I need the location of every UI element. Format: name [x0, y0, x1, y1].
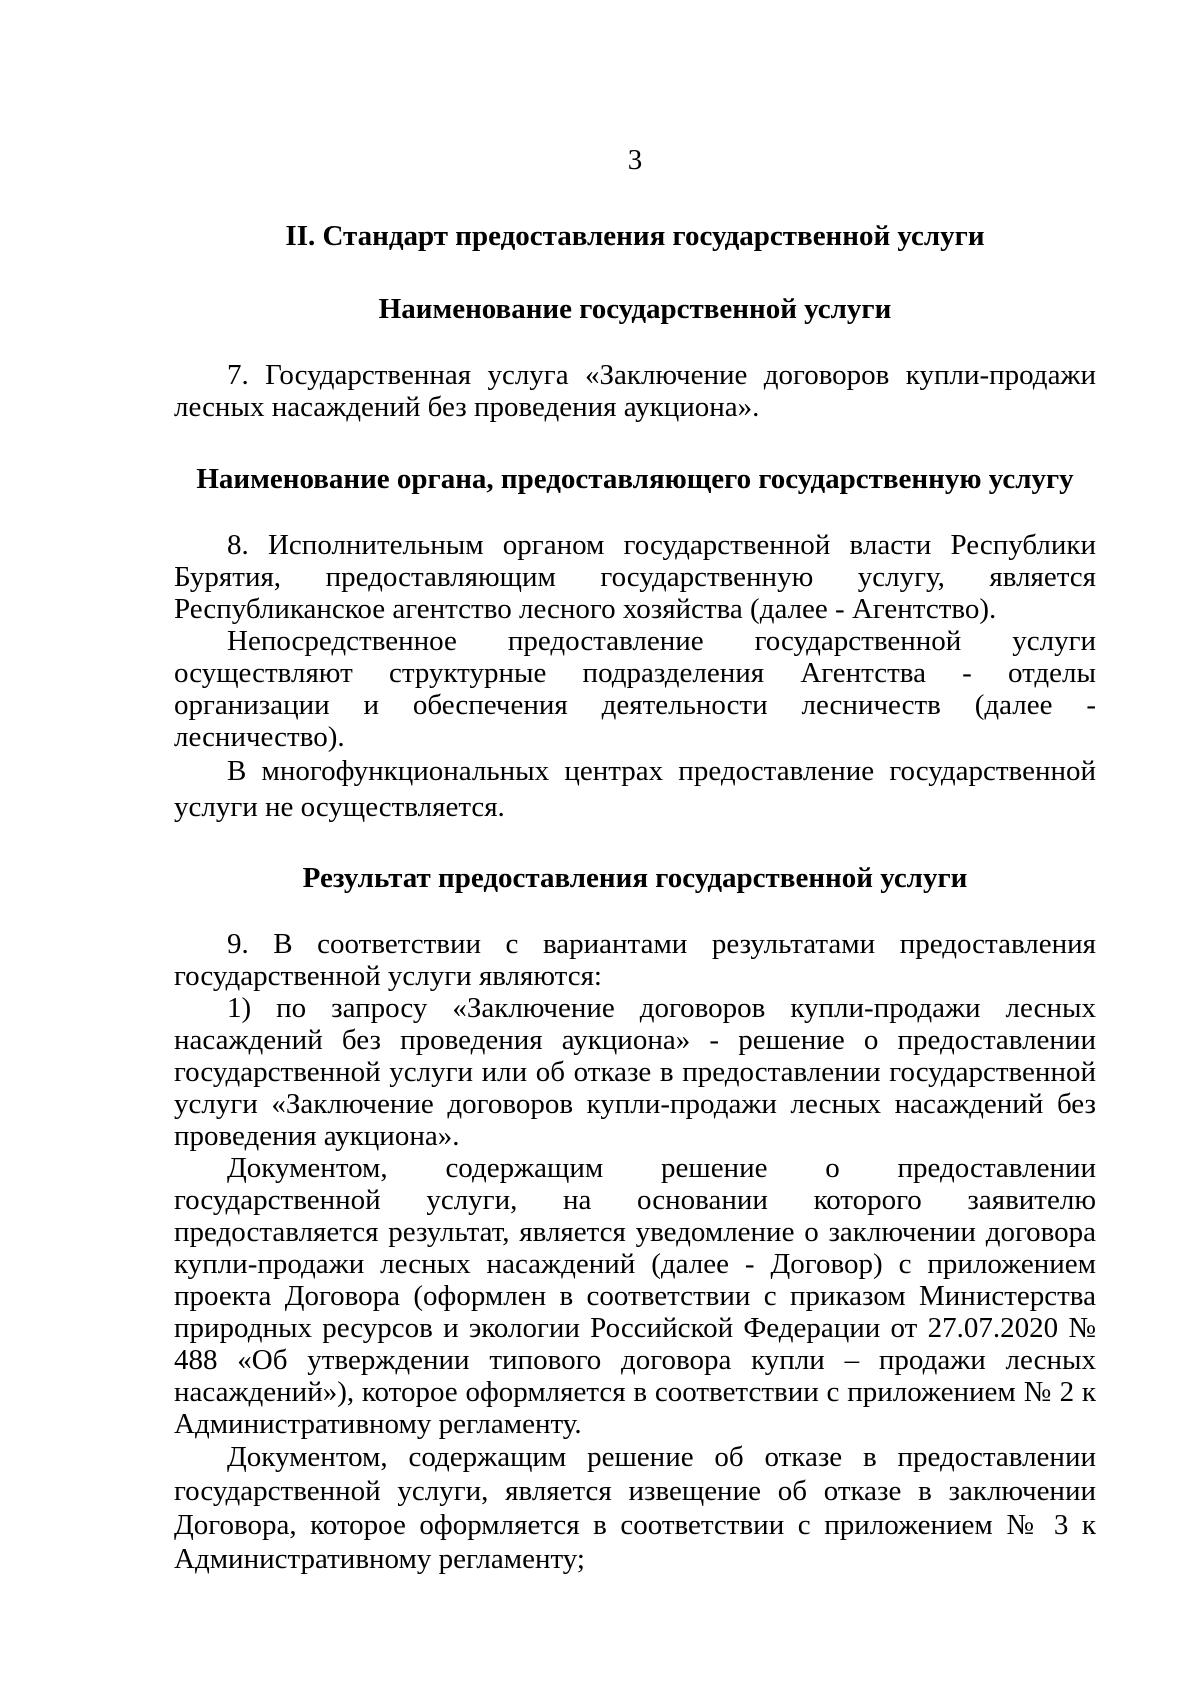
paragraph-9: 9. В соответствии с вариантами результатами предоставления государственной услуги являются:	[174, 928, 1096, 992]
paragraph-9-refusal-decision: Документом, содержащим решение об отказе в предоставлении государственной услуги, является извещение об отказе в заключении Договора, которое оформляется в соответствии с приложением № 3 к Административному регламенту;	[174, 1441, 1096, 1575]
heading-service-name: Наименование государственной услуги	[378, 293, 892, 325]
paragraph-8-mfc: В многофункциональных центрах предоставление государственной услуги не осуществляется.	[174, 755, 1096, 823]
section-title: II. Стандарт предоставления государственной услуги	[285, 220, 985, 252]
paragraph-9-item-1: 1) по запросу «Заключение договоров купли-продажи лесных насаждений без проведения аукциона» - решение о предоставлении государственной услуги или об отказе в предоставлении государственной услуги «Заключение договоров купли-продажи лесных насаждений без проведения аукциона».	[174, 992, 1096, 1152]
paragraph-8-direct-provision: Непосредственное предоставление государственной услуги осуществляют структурные подразделения Агентства - отделы организации и обеспечения деятельности лесничеств (далее - лесничество).	[174, 625, 1096, 753]
paragraph-7: 7. Государственная услуга «Заключение договоров купли-продажи лесных насаждений без проведения аукциона».	[174, 359, 1096, 423]
paragraph-8: 8. Исполнительным органом государственной власти Республики Бурятия, предоставляющим государственную услугу, является Республиканское агентство лесного хозяйства (далее - Агентство).	[174, 529, 1096, 625]
document-page	[174, 140, 1096, 1576]
paragraph-9-positive-decision: Документом, содержащим решение о предоставлении государственной услуги, на основании которого заявителю предоставляется результат, является уведомление о заключении договора купли-продажи лесных насаждений (далее - Договор) с приложением проекта Договора (оформлен в соответствии с приказом Министерства природных ресурсов и экологии Российской Федерации от 27.07.2020 № 488 «Об утверждении типового договора купли – продажи лесных насаждений»), которое оформляется в соответствии с приложением № 2 к Административному регламенту.	[174, 1152, 1096, 1440]
heading-result: Результат предоставления государственной услуги	[302, 862, 968, 894]
heading-authority: Наименование органа, предоставляющего государственную услугу	[196, 463, 1074, 495]
page-number: 3	[627, 144, 643, 176]
